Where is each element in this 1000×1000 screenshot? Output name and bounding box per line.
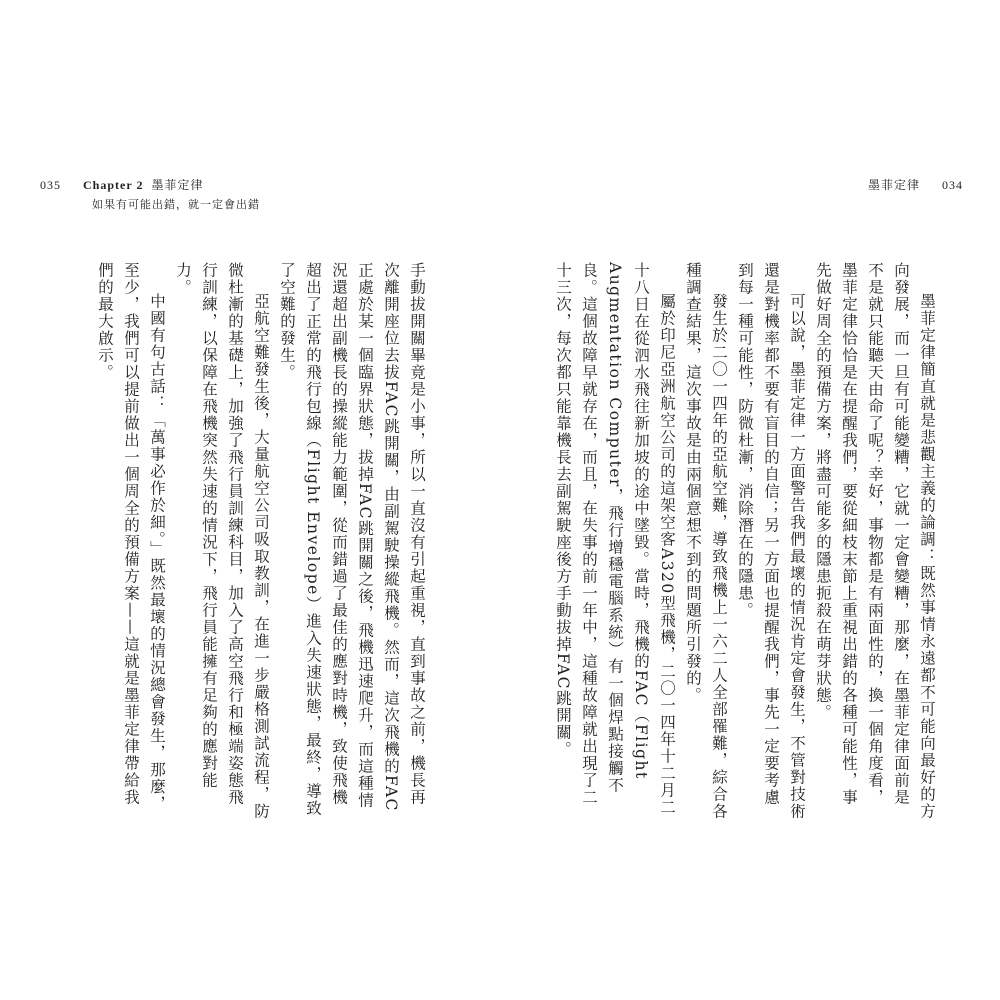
right-page-number: 034	[942, 178, 964, 192]
running-title: 墨菲定律	[868, 178, 921, 192]
chapter-title: 墨菲定律	[151, 178, 204, 192]
right-page-header	[868, 176, 963, 193]
chapter-label: Chapter 2	[83, 178, 144, 192]
right-page-body	[554, 262, 940, 822]
body-paragraph: 可以說，墨菲定律一方面警告我們最壞的情況肯定會發生，不管對技術還是對機率都不要有盲目的自信；另一方面也提醒我們，事先一定要考慮到每一種可能性，防微杜漸，消除潛在的隱患。	[736, 262, 806, 820]
body-paragraph: 手動拔開關畢竟是小事，所以一直沒有引起重視，直到事故之前，機長再次離開座位去拔FAC跳開關，由副駕駛操縱飛機。然而，這次飛機的FAC正處於某一個臨界狀態，拔掉FAC跳開關之後，飛機迅速爬升，而這種情況還超出副機長的操縱能力範圍，從而錯過了最佳的應對時機，致使飛機超出了正常的飛行包線（Flight Envelope）進入失速狀態，最終，導致了空難的發生。	[278, 262, 426, 817]
left-page-number: 035	[40, 178, 61, 192]
body-paragraph: 屬於印尼亞洲航空公司的這架空客A320型飛機，二〇一四年十二月二十八日在從泗水飛往新加坡的途中墜毀。當時，飛機的FAC（Flight Augmentation Computer，飛行增穩電腦系統）有一個焊點接觸不良。這個故障早就存在，而且，在失事的前一年中，這種故障就出現了二十三次，每次都只能靠機長去副駕駛座後方手動拔掉FAC跳開關。	[554, 262, 676, 816]
chapter-subtitle: 如果有可能出錯，就一定會出錯	[92, 198, 260, 211]
body-paragraph: 中國有句古話：「萬事必作於細。」既然最壞的情況總會發生，那麼，至少，我們可以提前做出一個周全的預備方案——這就是墨菲定律帶給我們的最大啟示。	[96, 262, 166, 813]
body-paragraph: 亞航空難發生後，大量航空公司吸取教訓，在進一步嚴格測試流程，防微杜漸的基礎上，加強了飛行員訓練科目，加入了高空飛行和極端姿態飛行訓練，以保障在飛機突然失速的情況下，飛行員能擁有足夠的應對能力。	[174, 262, 270, 820]
left-page-header	[40, 176, 203, 193]
body-paragraph: 發生於二〇一四年的亞航空難，導致飛機上一六二人全部罹難，綜合各種調查結果，這次事故是由兩個意想不到的問題所引發的。	[684, 262, 728, 820]
left-page-body	[96, 262, 430, 822]
body-paragraph: 墨菲定律簡直就是悲觀主義的論調：既然事情永遠都不可能向最好的方向發展，而一旦有可能變糟，它就一定會變糟，那麼，在墨菲定律面前是不是就只能聽天由命了呢？幸好，事物都是有兩面性的，換一個角度看，墨菲定律恰恰是在提醒我們，要從細枝末節上重視出錯的各種可能性，事先做好周全的預備方案，將盡可能多的隱患扼殺在萌芽狀態。	[814, 262, 936, 820]
